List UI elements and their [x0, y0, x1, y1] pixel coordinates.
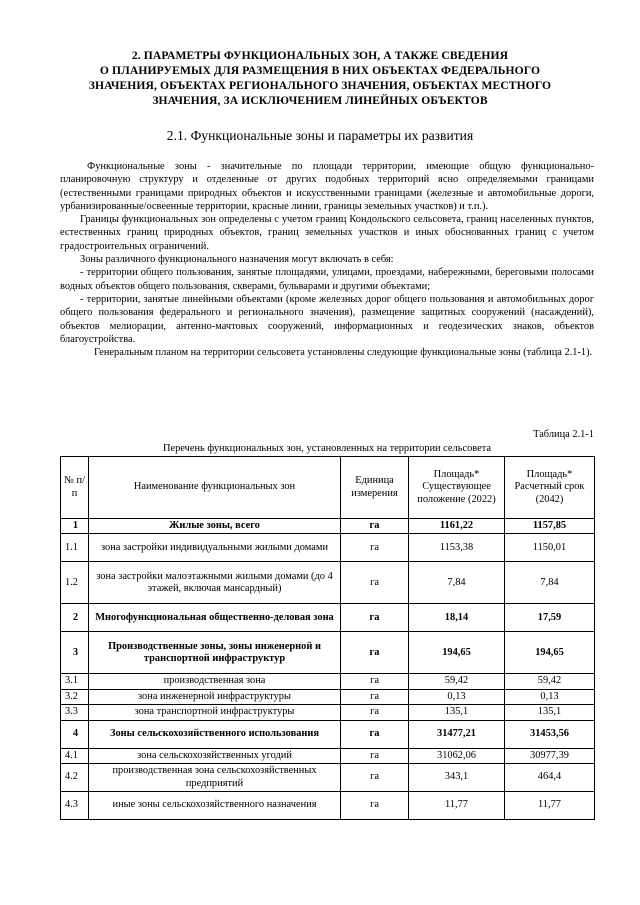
- cell-area-planned: 1150,01: [505, 534, 595, 562]
- section-heading: [40, 48, 600, 108]
- cell-unit: га: [341, 562, 409, 604]
- cell-zone-name: иные зоны сельскохозяйственного назначения: [89, 792, 341, 820]
- cell-area-existing: 1153,38: [409, 534, 505, 562]
- table-row: [61, 562, 595, 604]
- cell-area-planned: 194,65: [505, 632, 595, 674]
- table-row: [61, 674, 595, 689]
- cell-num: 1.1: [61, 534, 89, 562]
- cell-unit: га: [341, 519, 409, 534]
- header-unit: Единица измерения: [341, 457, 409, 519]
- cell-unit: га: [341, 764, 409, 792]
- header-area-planned: Площадь* Расчетный срок (2042): [505, 457, 595, 519]
- cell-area-existing: 18,14: [409, 604, 505, 632]
- cell-zone-name: Зоны сельскохозяйственного использования: [89, 720, 341, 748]
- cell-area-planned: 464,4: [505, 764, 595, 792]
- cell-unit: га: [341, 792, 409, 820]
- cell-area-existing: 194,65: [409, 632, 505, 674]
- cell-unit: га: [341, 720, 409, 748]
- cell-unit: га: [341, 604, 409, 632]
- cell-zone-name: зона инженерной инфраструктуры: [89, 689, 341, 704]
- cell-area-planned: 0,13: [505, 689, 595, 704]
- cell-zone-name: Жилые зоны, всего: [89, 519, 341, 534]
- table-label: Таблица 2.1-1: [533, 429, 594, 440]
- list-item: - территории, занятые линейными объектами (кроме железных дорог общего пользования и автомобильных дорог общего пользования федерального и регионального значения), размещение защитных сооружений (насаждений), объектов мелиорации, антенно-мачтовых сооружений, информационных и геодезических знаков, объектов благоустройства.: [60, 293, 594, 345]
- cell-area-planned: 59,42: [505, 674, 595, 689]
- cell-area-planned: 31453,56: [505, 720, 595, 748]
- table-title: Перечень функциональных зон, установленных на территории сельсовета: [162, 443, 492, 454]
- cell-zone-name: зона застройки индивидуальными жилыми домами: [89, 534, 341, 562]
- heading-line: ЗНАЧЕНИЯ, ЗА ИСКЛЮЧЕНИЕМ ЛИНЕЙНЫХ ОБЪЕКТОВ: [152, 94, 488, 107]
- cell-num: 2: [61, 604, 89, 632]
- cell-num: 4.3: [61, 792, 89, 820]
- table-row: [61, 792, 595, 820]
- cell-area-existing: 7,84: [409, 562, 505, 604]
- header-area-existing: Площадь* Существующее положение (2022): [409, 457, 505, 519]
- table-row: [61, 748, 595, 763]
- cell-zone-name: Производственные зоны, зоны инженерной и транспортной инфраструктур: [89, 632, 341, 674]
- table-row: [61, 604, 595, 632]
- cell-area-existing: 0,13: [409, 689, 505, 704]
- cell-zone-name: зона застройки малоэтажными жилыми домами (до 4 этажей, включая мансардный): [89, 562, 341, 604]
- paragraph: Зоны различного функционального назначения могут включать в себя:: [80, 254, 394, 266]
- body-text: [60, 160, 594, 359]
- zones-table: [60, 456, 595, 820]
- table-row: [61, 534, 595, 562]
- cell-num: 3: [61, 632, 89, 674]
- paragraph: Генеральным планом на территории сельсовета установлены следующие функциональные зоны (таблица 2.1-1).: [94, 347, 593, 359]
- list-item: - территории общего пользования, занятые площадями, улицами, проездами, набережными, береговыми полосами водных объектов общего пользования, скверами, бульварами и другими объектами;: [60, 267, 594, 292]
- table-header-row: [61, 457, 595, 519]
- cell-unit: га: [341, 748, 409, 763]
- cell-area-existing: 59,42: [409, 674, 505, 689]
- cell-unit: га: [341, 705, 409, 720]
- table-row: [61, 689, 595, 704]
- cell-unit: га: [341, 689, 409, 704]
- table-row: [61, 764, 595, 792]
- cell-num: 4.1: [61, 748, 89, 763]
- cell-zone-name: производственная зона: [89, 674, 341, 689]
- cell-unit: га: [341, 632, 409, 674]
- cell-zone-name: Многофункциональная общественно-деловая зона: [89, 604, 341, 632]
- heading-line: ЗНАЧЕНИЯ, ОБЪЕКТАХ РЕГИОНАЛЬНОГО ЗНАЧЕНИЯ, ОБЪЕКТАХ МЕСТНОГО: [88, 79, 552, 92]
- cell-num: 1: [61, 519, 89, 534]
- cell-num: 4: [61, 720, 89, 748]
- cell-num: 3.1: [61, 674, 89, 689]
- subsection-title: 2.1. Функциональные зоны и параметры их развития: [166, 128, 474, 143]
- cell-num: 3.2: [61, 689, 89, 704]
- cell-area-planned: 11,77: [505, 792, 595, 820]
- table-row: [61, 519, 595, 534]
- cell-area-existing: 343,1: [409, 764, 505, 792]
- cell-zone-name: зона транспортной инфраструктуры: [89, 705, 341, 720]
- paragraph: Границы функциональных зон определены с учетом границ Кондольского сельсовета, границ населенных пунктов, естественных границ природных объектов, границ земельных участков и иных обоснованных границ с учетом градостроительных ограничений.: [60, 214, 594, 252]
- cell-zone-name: зона сельскохозяйственных угодий: [89, 748, 341, 763]
- header-num: № п/п: [61, 457, 89, 519]
- table-row: [61, 705, 595, 720]
- cell-area-planned: 30977,39: [505, 748, 595, 763]
- table-row: [61, 720, 595, 748]
- cell-num: 4.2: [61, 764, 89, 792]
- cell-unit: га: [341, 534, 409, 562]
- cell-area-existing: 1161,22: [409, 519, 505, 534]
- cell-area-planned: 135,1: [505, 705, 595, 720]
- heading-line: О ПЛАНИРУЕМЫХ ДЛЯ РАЗМЕЩЕНИЯ В НИХ ОБЪЕКТАХ ФЕДЕРАЛЬНОГО: [99, 64, 541, 77]
- cell-num: 3.3: [61, 705, 89, 720]
- cell-area-planned: 1157,85: [505, 519, 595, 534]
- cell-area-existing: 31477,21: [409, 720, 505, 748]
- cell-area-existing: 31062,06: [409, 748, 505, 763]
- cell-zone-name: производственная зона сельскохозяйственных предприятий: [89, 764, 341, 792]
- cell-unit: га: [341, 674, 409, 689]
- header-name: Наименование функциональных зон: [89, 457, 341, 519]
- cell-num: 1.2: [61, 562, 89, 604]
- cell-area-existing: 11,77: [409, 792, 505, 820]
- cell-area-planned: 7,84: [505, 562, 595, 604]
- table-body: [61, 519, 595, 820]
- table-row: [61, 632, 595, 674]
- cell-area-planned: 17,59: [505, 604, 595, 632]
- paragraph: Функциональные зоны - значительные по площади территории, имеющие общую функционально-планировочную структуру и отделенные от других подобных территорий ясно определяемыми границами (естественными границами природных объектов и искусственными границами (железные и автомобильные дороги, урбанизированные/освеенные территории, красные линии, границы земельных участков) и т.п.).: [60, 161, 594, 212]
- cell-area-existing: 135,1: [409, 705, 505, 720]
- heading-line: 2. ПАРАМЕТРЫ ФУНКЦИОНАЛЬНЫХ ЗОН, А ТАКЖЕ СВЕДЕНИЯ: [131, 49, 509, 62]
